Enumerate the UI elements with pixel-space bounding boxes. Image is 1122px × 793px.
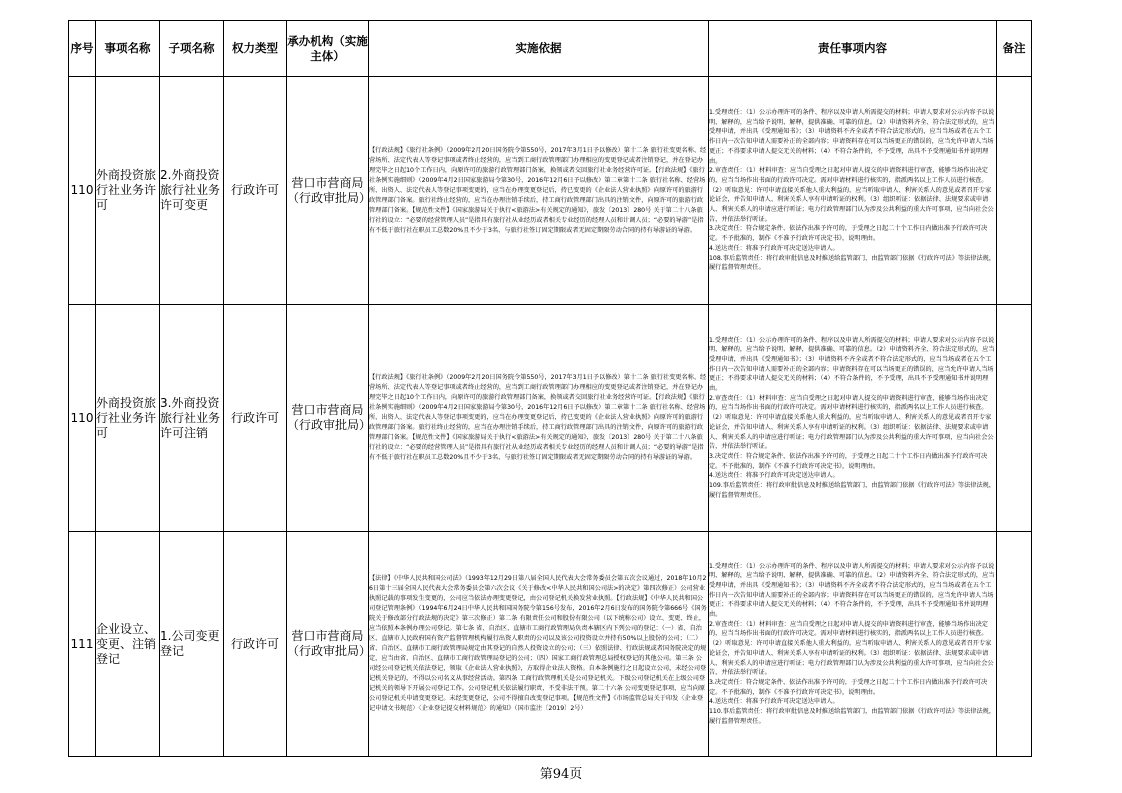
resp-paragraph: 1.受理责任：（1）公示办理许可的条件、程序以及申请人所需提交的材料；申请人要求对公示内容予以说明、解释的，应当给予说明、解释，提供准确、可靠的信息。（2）申请资料齐全、符合法定形式的，应当受理申请，并出具《受理通知书》；（3）申请资料不齐全或者不符合法定形式的，应当当场或者在五个工作日内一次告知申请人需要补正的全部内容；申请资料存在可以当场更正的错误的，应当允许申请人当场更正；不得要求申请人提交无关的材料；（4）不符合条件的，不予受理，出具不予受理通知书并说明理由。 bbox=[709, 336, 995, 393]
row-agency: 营口市营商局（行政审批局） bbox=[287, 532, 369, 757]
resp-paragraph: 108.事后监管责任：将行政审批信息及时推送给监管部门，由监管部门依据《行政许可法》等法律法规，履行监督管理责任。 bbox=[709, 254, 996, 272]
resp-paragraph: 1.受理责任：（1）公示办理许可的条件、程序以及申请人所需提交的材料；申请人要求对公示内容予以说明、解释的，应当给予说明、解释，提供准确、可靠的信息。（2）申请资料齐全、符合法定形式的，应当受理申请，并出具《受理通知书》；（3）申请资料不齐全或者不符合法定形式的，应当当场或者在五个工作日内一次告知申请人需要补正的全部内容；申请资料存在可以当场更正的错误的，应当允许申请人当场更正；不得要求申请人提交无关的材料；（4）不符合条件的，不予受理，出具不予受理通知书并说明理由。 bbox=[709, 562, 995, 619]
row-seq: 110 bbox=[69, 305, 96, 532]
table-header-row bbox=[69, 21, 1032, 77]
row-remark bbox=[997, 77, 1032, 305]
row-remark bbox=[997, 305, 1032, 532]
resp-paragraph: 4.送达责任：将准予行政许可决定送达申请人。 bbox=[709, 472, 839, 480]
header-agency: 承办机构（实施主体） bbox=[287, 21, 369, 77]
header-responsibility: 责任事项内容 bbox=[709, 21, 997, 77]
header-sub-name: 子项名称 bbox=[160, 21, 224, 77]
responsibility-table bbox=[68, 20, 1032, 757]
row-agency: 营口市营商局（行政审批局） bbox=[287, 305, 369, 532]
resp-paragraph: 2.审查责任：（1）材料审查：应当自受理之日起对申请人提交的申请资料进行审查，能够当场作出决定的，应当当场作出书面的行政许可决定。需对申请材料进行核实的，指派两名以上工作人员进行核查。（2）听取意见：许可申请直接关系他人重大利益的，应当听取申请人、利害关系人的意见或者召开专家论证会，并告知申请人、利害关系人享有申请听证的权利。（3）组织听证：依据法律、法规要求或申请人、利害关系人的申请应进行听证；电力行政管理部门认为涉及公共利益的重大许可事项，应当向社会公告，并依法举行听证。 bbox=[709, 394, 994, 451]
row-basis: 【法律】《中华人民共和国公司法》（1993年12月29日第八届全国人民代表大会常务委员会第五次会议通过，2018年10月26日第十三届全国人民代表大会常务委员会第六次会议《关于修改<中华人民共和国公司法>的决定》第四次修正）公司营业执照记载的事项发生变更的，公司应当依法办理变更登记，由公司登记机关换发营业执照。【行政法规】《中华人民共和国公司登记管理条例》（1994年6月24日中华人民共和国国务院令第156号发布，2016年2月6日发布的国务院令第666号《国务院关于修改部分行政法规的决定》第三次修正）第二条 有限责任公司和股份有限公司（以下统称公司）设立、变更、终止，应当依照本条例办理公司登记。第七条 省、自治区、直辖市工商行政管理局负责本辖区内下列公司的登记：（一）省、自治区、直辖市人民政府国有资产监督管理机构履行出资人职责的公司以及该公司投资设立并持有50%以上股份的公司；（二）省、自治区、直辖市工商行政管理局规定由其登记的自然人投资设立的公司；（三）依照法律、行政法规或者国务院决定的规定，应当由省、自治区、直辖市工商行政管理局登记的公司；（四）国家工商行政管理总局授权登记的其他公司。第三条 公司经公司登记机关依法登记，领取《企业法人营业执照》，方取得企业法人资格。自本条例施行之日起设立公司，未经公司登记机关登记的，不得以公司名义从事经营活动。第四条 工商行政管理机关是公司登记机关。下级公司登记机关在上级公司登记机关的领导下开展公司登记工作。公司登记机关依法履行职责，不受非法干预。第二十六条 公司变更登记事项，应当向原公司登记机关申请变更登记。未经变更登记，公司不得擅自改变登记事项。【规范性文件】《市场监管总局关于印发〈企业登记申请文书规范〉〈企业登记提交材料规范〉的通知》（国市监注〔2019〕2号） bbox=[369, 532, 709, 757]
row-seq: 110 bbox=[69, 77, 96, 305]
resp-paragraph: 2.审查责任：（1）材料审查：应当自受理之日起对申请人提交的申请资料进行审查，能够当场作出决定的，应当当场作出书面的行政许可决定。需对申请材料进行核实的，指派两名以上工作人员进行核查。（2）听取意见：许可申请直接关系他人重大利益的，应当听取申请人、利害关系人的意见或者召开专家论证会，并告知申请人、利害关系人享有申请听证的权利。（3）组织听证：依据法律、法规要求或申请人、利害关系人的申请应进行听证；电力行政管理部门认为涉及公共利益的重大许可事项，应当向社会公告，并依法举行听证。 bbox=[709, 620, 994, 677]
table-row bbox=[69, 532, 1032, 757]
row-agency: 营口市营商局（行政审批局） bbox=[287, 77, 369, 305]
row-sub-name: 2.外商投资旅行社业务许可变更 bbox=[160, 77, 224, 305]
resp-paragraph: 2.审查责任：（1）材料审查：应当自受理之日起对申请人提交的申请资料进行审查，能够当场作出决定的，应当当场作出书面的行政许可决定。需对申请材料进行核实的，指派两名以上工作人员进行核查。（2）听取意见：许可申请直接关系他人重大利益的，应当听取申请人、利害关系人的意见或者召开专家论证会，并告知申请人、利害关系人享有申请听证的权利。（3）组织听证：依据法律、法规要求或申请人、利害关系人的申请应进行听证；电力行政管理部门认为涉及公共利益的重大许可事项，应当向社会公告，并依法举行听证。 bbox=[709, 167, 994, 223]
row-remark bbox=[997, 532, 1032, 757]
table-row bbox=[69, 305, 1032, 532]
resp-paragraph: 109.事后监管责任：将行政审批信息及时推送给监管部门，由监管部门依据《行政许可法》等法律法规，履行监督管理责任。 bbox=[709, 482, 996, 499]
resp-paragraph: 3.决定责任：符合规定条件、依法作出准予许可的，于受理之日起二十个工作日内做出准予行政许可决定。不予批准的，制作《不准予行政许可决定书》，说明理由。 bbox=[709, 452, 988, 470]
header-basis: 实施依据 bbox=[369, 21, 709, 77]
row-sub-name: 1.公司变更登记 bbox=[160, 532, 224, 757]
row-item-name: 外商投资旅行社业务许可 bbox=[96, 305, 160, 532]
table-row bbox=[69, 77, 1032, 305]
resp-paragraph: 1.受理责任：（1）公示办理许可的条件、程序以及申请人所需提交的材料；申请人要求对公示内容予以说明、解释的，应当给予说明、解释，提供准确、可靠的信息。（2）申请资料齐全、符合法定形式的，应当受理申请，并出具《受理通知书》；（3）申请资料不齐全或者不符合法定形式的，应当当场或者在五个工作日内一次告知申请人需要补正的全部内容；申请资料存在可以当场更正的错误的，应当允许申请人当场更正；不得要求申请人提交无关的材料；（4）不符合条件的，不予受理，出具不予受理通知书并说明理由。 bbox=[709, 109, 995, 165]
row-seq: 111 bbox=[69, 532, 96, 757]
row-power-type: 行政许可 bbox=[224, 305, 287, 532]
row-item-name: 企业设立、变更、注销登记 bbox=[96, 532, 160, 757]
resp-paragraph: 4.送达责任：将准予行政许可决定送达申请人。 bbox=[709, 698, 839, 706]
row-power-type: 行政许可 bbox=[224, 77, 287, 305]
row-power-type: 行政许可 bbox=[224, 532, 287, 757]
header-item-name: 事项名称 bbox=[96, 21, 160, 77]
row-item-name: 外商投资旅行社业务许可 bbox=[96, 77, 160, 305]
resp-paragraph: 110.事后监管责任：将行政审批信息及时推送给监管部门，由监管部门依据《行政许可法》等法律法规，履行监督管理责任。 bbox=[709, 708, 996, 725]
resp-paragraph: 4.送达责任：将准予行政许可决定送达申请人。 bbox=[709, 244, 839, 252]
header-power-type: 权力类型 bbox=[224, 21, 287, 77]
resp-paragraph: 3.决定责任：符合规定条件、依法作出准予许可的，于受理之日起二十个工作日内做出准予行政许可决定。不予批准的，制作《不准予行政许可决定书》，说明理由。 bbox=[709, 225, 988, 243]
header-remark: 备注 bbox=[997, 21, 1032, 77]
row-responsibility bbox=[709, 305, 997, 532]
resp-paragraph: 3.决定责任：符合规定条件、依法作出准予许可的，于受理之日起二十个工作日内做出准予行政许可决定。不予批准的，制作《不准予行政许可决定书》，说明理由。 bbox=[709, 678, 988, 696]
page-number: 第94页 bbox=[539, 767, 583, 782]
row-responsibility bbox=[709, 532, 997, 757]
row-basis: 【行政法规】《旅行社条例》（2009年2月20日国务院令第550号，2017年3月1日予以修改）第十二条 旅行社变更名称、经营场所、法定代表人等登记事项或者终止经营的，应当到工商行政管理部门办理相应的变更登记或者注销登记，并在登记办理完毕之日起10个工作日内，向原许可的旅游行政管理部门备案，换领或者交回旅行社业务经营许可证。【行政法规】《旅行社条例实施细则》（2009年4月2日国家旅游局令第30号，2016年12月6日予以修改）第二章第十二条 旅行社名称、经营场所、出资人、法定代表人等登记事项变更的，应当在办理变更登记后，持已变更的《企业法人营业执照》向原许可的旅游行政管理部门备案。旅行社终止经营的，应当在办理注销手续后，持工商行政管理部门出具的注销文件，向原许可的旅游行政管理部门备案。【规范性文件】《国家旅游局关于执行<旅游法>有关规定的通知》，旅发〔2013〕280号 关于第二十八条旅行社的设立：“必要的经营管理人员”是指具有旅行社从业经历或者相关专业经历的经理人员和计调人员；“必要的导游”是指有不低于旅行社在职员工总数20%且不少于3名、与旅行社签订固定期限或者无固定期限劳动合同的持有导游证的导游。 bbox=[369, 305, 709, 532]
row-basis: 【行政法规】《旅行社条例》（2009年2月20日国务院令第550号，2017年3月1日予以修改）第十二条 旅行社变更名称、经营场所、法定代表人等登记事项或者终止经营的，应当到工商行政管理部门办理相应的变更登记或者注销登记，并在登记办理完毕之日起10个工作日内，向原许可的旅游行政管理部门备案，换领或者交回旅行社业务经营许可证。【行政法规】《旅行社条例实施细则》（2009年4月2日国家旅游局令第30号，2016年12月6日予以修改）第二章第十二条 旅行社名称、经营场所、出资人、法定代表人等登记事项变更的，应当在办理变更登记后，持已变更的《企业法人营业执照》向原许可的旅游行政管理部门备案。旅行社终止经营的，应当在办理注销手续后，持工商行政管理部门出具的注销文件，向原许可的旅游行政管理部门备案。【规范性文件】《国家旅游局关于执行<旅游法>有关规定的通知》，旅发〔2013〕280号 关于第二十八条旅行社的设立：“必要的经营管理人员”是指具有旅行社从业经历或者相关专业经历的经理人员和计调人员；“必要的导游”是指有不低于旅行社在职员工总数20%且不少于3名、与旅行社签订固定期限或者无固定期限劳动合同的持有导游证的导游。 bbox=[369, 77, 709, 305]
header-seq: 序号 bbox=[69, 21, 96, 77]
row-sub-name: 3.外商投资旅行社业务许可注销 bbox=[160, 305, 224, 532]
row-responsibility bbox=[709, 77, 997, 305]
